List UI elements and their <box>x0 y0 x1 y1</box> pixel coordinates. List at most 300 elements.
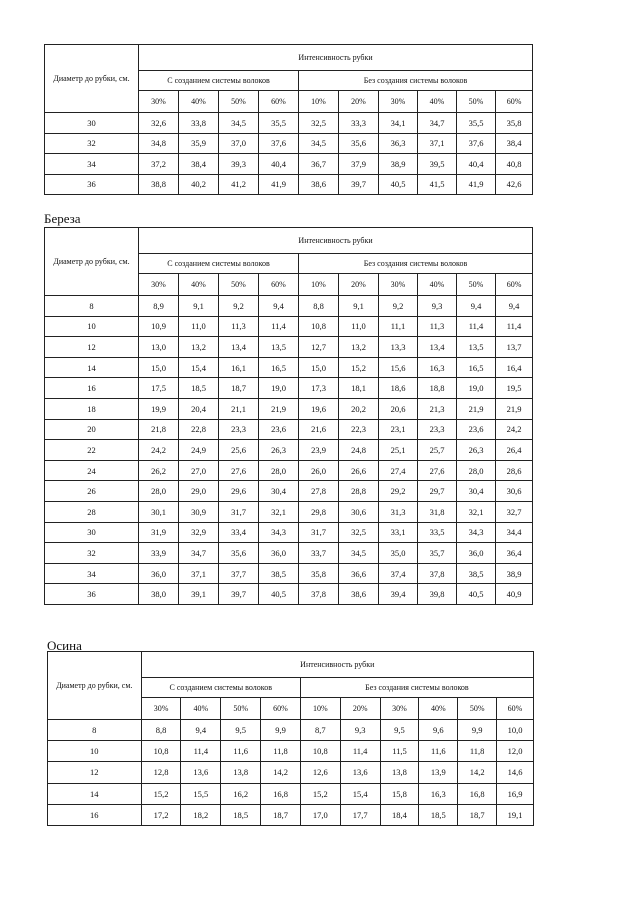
value-cell: 9,5 <box>380 720 419 741</box>
value-cell: 40,9 <box>496 584 533 605</box>
value-cell: 40,5 <box>259 584 299 605</box>
value-cell: 38,5 <box>457 563 496 584</box>
value-cell: 35,6 <box>219 543 259 564</box>
value-cell: 32,9 <box>179 522 219 543</box>
value-cell: 15,2 <box>300 783 340 804</box>
diameter-cell: 32 <box>45 543 139 564</box>
diameter-cell: 34 <box>45 154 139 175</box>
percent-cell: 30% <box>379 91 418 113</box>
value-cell: 38,9 <box>379 154 418 175</box>
value-cell: 34,5 <box>299 133 339 154</box>
value-cell: 33,8 <box>179 113 219 134</box>
value-cell: 22,8 <box>179 419 219 440</box>
value-cell: 23,3 <box>418 419 457 440</box>
percent-cell: 50% <box>457 274 496 296</box>
value-cell: 34,3 <box>457 522 496 543</box>
diameter-cell: 36 <box>45 174 139 195</box>
group-without-header: Без создания системы волоков <box>299 71 533 91</box>
value-cell: 23,1 <box>379 419 418 440</box>
value-cell: 33,1 <box>379 522 418 543</box>
value-cell: 23,6 <box>457 419 496 440</box>
value-cell: 30,4 <box>457 481 496 502</box>
value-cell: 15,8 <box>380 783 419 804</box>
value-cell: 27,4 <box>379 460 418 481</box>
value-cell: 32,5 <box>299 113 339 134</box>
percent-cell: 60% <box>259 91 299 113</box>
percent-cell: 30% <box>380 698 419 720</box>
value-cell: 13,0 <box>139 337 179 358</box>
value-cell: 9,9 <box>261 720 301 741</box>
table-row <box>48 762 534 783</box>
value-cell: 19,0 <box>259 378 299 399</box>
table-row <box>45 133 533 154</box>
value-cell: 30,6 <box>339 501 379 522</box>
value-cell: 13,2 <box>339 337 379 358</box>
value-cell: 32,7 <box>496 501 533 522</box>
value-cell: 13,4 <box>418 337 457 358</box>
value-cell: 36,0 <box>139 563 179 584</box>
value-cell: 11,4 <box>181 741 221 762</box>
intensity-header: Интенсивность рубки <box>141 652 533 678</box>
value-cell: 13,5 <box>457 337 496 358</box>
value-cell: 16,8 <box>458 783 497 804</box>
value-cell: 39,4 <box>379 584 418 605</box>
value-cell: 18,6 <box>379 378 418 399</box>
value-cell: 10,8 <box>300 741 340 762</box>
table-row <box>48 783 534 804</box>
value-cell: 26,0 <box>299 460 339 481</box>
table-row <box>45 522 533 543</box>
value-cell: 36,4 <box>496 543 533 564</box>
section-title: Береза <box>44 211 81 226</box>
value-cell: 12,0 <box>497 741 534 762</box>
value-cell: 34,5 <box>339 543 379 564</box>
table-row <box>45 316 533 337</box>
value-cell: 19,5 <box>496 378 533 399</box>
value-cell: 11,8 <box>261 741 301 762</box>
diameter-cell: 14 <box>45 357 139 378</box>
value-cell: 26,2 <box>139 460 179 481</box>
diameter-cell: 16 <box>48 804 142 825</box>
value-cell: 30,6 <box>496 481 533 502</box>
value-cell: 37,1 <box>179 563 219 584</box>
value-cell: 11,4 <box>259 316 299 337</box>
value-cell: 15,4 <box>340 783 380 804</box>
value-cell: 11,1 <box>379 316 418 337</box>
data-table <box>44 227 533 605</box>
value-cell: 12,6 <box>300 762 340 783</box>
value-cell: 37,1 <box>418 133 457 154</box>
value-cell: 33,3 <box>339 113 379 134</box>
value-cell: 24,2 <box>139 440 179 461</box>
value-cell: 37,4 <box>379 563 418 584</box>
value-cell: 34,7 <box>179 543 219 564</box>
value-cell: 38,4 <box>179 154 219 175</box>
value-cell: 18,7 <box>219 378 259 399</box>
value-cell: 13,6 <box>181 762 221 783</box>
percent-cell: 50% <box>457 91 496 113</box>
value-cell: 26,3 <box>457 440 496 461</box>
value-cell: 41,2 <box>219 174 259 195</box>
percent-cell: 10% <box>299 91 339 113</box>
value-cell: 21,9 <box>457 398 496 419</box>
value-cell: 40,4 <box>457 154 496 175</box>
value-cell: 23,3 <box>219 419 259 440</box>
value-cell: 20,6 <box>379 398 418 419</box>
value-cell: 36,0 <box>457 543 496 564</box>
value-cell: 14,6 <box>497 762 534 783</box>
value-cell: 16,4 <box>496 357 533 378</box>
value-cell: 21,8 <box>139 419 179 440</box>
diameter-cell: 26 <box>45 481 139 502</box>
value-cell: 21,1 <box>219 398 259 419</box>
value-cell: 15,0 <box>299 357 339 378</box>
value-cell: 35,9 <box>179 133 219 154</box>
value-cell: 8,8 <box>141 720 181 741</box>
value-cell: 11,5 <box>380 741 419 762</box>
value-cell: 9,4 <box>496 296 533 317</box>
table-row <box>45 419 533 440</box>
table-row <box>45 113 533 134</box>
value-cell: 9,5 <box>221 720 261 741</box>
value-cell: 19,9 <box>139 398 179 419</box>
value-cell: 33,4 <box>219 522 259 543</box>
diameter-cell: 36 <box>45 584 139 605</box>
percent-cell: 60% <box>259 274 299 296</box>
value-cell: 20,2 <box>339 398 379 419</box>
value-cell: 15,2 <box>339 357 379 378</box>
percent-cell: 40% <box>419 698 458 720</box>
value-cell: 34,7 <box>418 113 457 134</box>
percent-cell: 40% <box>181 698 221 720</box>
value-cell: 37,8 <box>418 563 457 584</box>
diameter-cell: 18 <box>45 398 139 419</box>
value-cell: 21,3 <box>418 398 457 419</box>
value-cell: 33,5 <box>418 522 457 543</box>
value-cell: 38,5 <box>259 563 299 584</box>
percent-cell: 40% <box>179 91 219 113</box>
diameter-cell: 20 <box>45 419 139 440</box>
value-cell: 8,7 <box>300 720 340 741</box>
value-cell: 17,7 <box>340 804 380 825</box>
data-table <box>47 651 534 826</box>
value-cell: 13,5 <box>259 337 299 358</box>
diameter-cell: 30 <box>45 113 139 134</box>
value-cell: 39,7 <box>339 174 379 195</box>
value-cell: 23,9 <box>299 440 339 461</box>
value-cell: 41,5 <box>418 174 457 195</box>
value-cell: 29,6 <box>219 481 259 502</box>
table-row <box>45 501 533 522</box>
value-cell: 35,6 <box>339 133 379 154</box>
value-cell: 13,9 <box>419 762 458 783</box>
value-cell: 18,2 <box>181 804 221 825</box>
table-row <box>45 563 533 584</box>
group-with-header: С созданием системы волоков <box>141 678 300 698</box>
table-row <box>45 543 533 564</box>
value-cell: 9,4 <box>181 720 221 741</box>
value-cell: 39,3 <box>219 154 259 175</box>
value-cell: 14,2 <box>458 762 497 783</box>
table-row <box>48 741 534 762</box>
value-cell: 18,7 <box>458 804 497 825</box>
intensity-header: Интенсивность рубки <box>139 45 533 71</box>
percent-cell: 30% <box>139 91 179 113</box>
value-cell: 31,7 <box>299 522 339 543</box>
value-cell: 9,1 <box>179 296 219 317</box>
diameter-cell: 14 <box>48 783 142 804</box>
value-cell: 31,8 <box>418 501 457 522</box>
percent-cell: 20% <box>340 698 380 720</box>
value-cell: 17,0 <box>300 804 340 825</box>
value-cell: 40,5 <box>379 174 418 195</box>
value-cell: 17,2 <box>141 804 181 825</box>
percent-cell: 60% <box>497 698 534 720</box>
percent-cell: 30% <box>379 274 418 296</box>
value-cell: 41,9 <box>259 174 299 195</box>
value-cell: 21,9 <box>259 398 299 419</box>
value-cell: 28,8 <box>339 481 379 502</box>
value-cell: 9,6 <box>419 720 458 741</box>
value-cell: 27,8 <box>299 481 339 502</box>
value-cell: 9,1 <box>339 296 379 317</box>
value-cell: 41,9 <box>457 174 496 195</box>
value-cell: 38,0 <box>139 584 179 605</box>
value-cell: 11,6 <box>419 741 458 762</box>
table-row <box>45 481 533 502</box>
group-without-header: Без создания системы волоков <box>299 254 533 274</box>
value-cell: 28,6 <box>496 460 533 481</box>
percent-cell: 50% <box>458 698 497 720</box>
value-cell: 18,1 <box>339 378 379 399</box>
value-cell: 11,3 <box>418 316 457 337</box>
diameter-cell: 12 <box>48 762 142 783</box>
value-cell: 29,7 <box>418 481 457 502</box>
section-title: Осина <box>47 638 82 653</box>
percent-cell: 20% <box>339 274 379 296</box>
value-cell: 26,4 <box>496 440 533 461</box>
value-cell: 37,8 <box>299 584 339 605</box>
group-without-header: Без создания системы волоков <box>300 678 533 698</box>
value-cell: 18,4 <box>380 804 419 825</box>
value-cell: 42,6 <box>496 174 533 195</box>
value-cell: 11,3 <box>219 316 259 337</box>
value-cell: 20,4 <box>179 398 219 419</box>
value-cell: 30,1 <box>139 501 179 522</box>
diameter-cell: 8 <box>45 296 139 317</box>
value-cell: 35,0 <box>379 543 418 564</box>
value-cell: 16,2 <box>221 783 261 804</box>
data-table <box>44 44 533 195</box>
value-cell: 40,8 <box>496 154 533 175</box>
value-cell: 36,7 <box>299 154 339 175</box>
value-cell: 18,5 <box>221 804 261 825</box>
diameter-header: Диаметр до рубки, см. <box>45 228 139 296</box>
diameter-cell: 12 <box>45 337 139 358</box>
value-cell: 9,2 <box>219 296 259 317</box>
value-cell: 30,4 <box>259 481 299 502</box>
value-cell: 18,5 <box>419 804 458 825</box>
value-cell: 15,4 <box>179 357 219 378</box>
header-row <box>45 228 533 254</box>
value-cell: 40,2 <box>179 174 219 195</box>
group-with-header: С созданием системы волоков <box>139 71 299 91</box>
value-cell: 9,9 <box>458 720 497 741</box>
value-cell: 34,4 <box>496 522 533 543</box>
diameter-cell: 8 <box>48 720 142 741</box>
value-cell: 39,8 <box>418 584 457 605</box>
value-cell: 32,1 <box>259 501 299 522</box>
value-cell: 37,7 <box>219 563 259 584</box>
value-cell: 13,8 <box>221 762 261 783</box>
value-cell: 23,6 <box>259 419 299 440</box>
value-cell: 27,6 <box>219 460 259 481</box>
value-cell: 13,3 <box>379 337 418 358</box>
diameter-cell: 34 <box>45 563 139 584</box>
value-cell: 34,3 <box>259 522 299 543</box>
diameter-header: Диаметр до рубки, см. <box>48 652 142 720</box>
value-cell: 39,1 <box>179 584 219 605</box>
value-cell: 26,3 <box>259 440 299 461</box>
diameter-cell: 30 <box>45 522 139 543</box>
header-row <box>48 652 534 678</box>
value-cell: 31,7 <box>219 501 259 522</box>
value-cell: 37,2 <box>139 154 179 175</box>
diameter-cell: 24 <box>45 460 139 481</box>
percent-cell: 40% <box>179 274 219 296</box>
value-cell: 31,9 <box>139 522 179 543</box>
value-cell: 28,0 <box>457 460 496 481</box>
value-cell: 37,6 <box>259 133 299 154</box>
percent-cell: 60% <box>496 274 533 296</box>
value-cell: 34,8 <box>139 133 179 154</box>
value-cell: 18,5 <box>179 378 219 399</box>
table-row <box>45 440 533 461</box>
table-row <box>45 174 533 195</box>
diameter-cell: 28 <box>45 501 139 522</box>
value-cell: 9,3 <box>340 720 380 741</box>
header-row <box>45 45 533 71</box>
value-cell: 34,5 <box>219 113 259 134</box>
value-cell: 19,6 <box>299 398 339 419</box>
value-cell: 8,9 <box>139 296 179 317</box>
table-row <box>48 804 534 825</box>
value-cell: 17,5 <box>139 378 179 399</box>
value-cell: 19,1 <box>497 804 534 825</box>
value-cell: 40,4 <box>259 154 299 175</box>
value-cell: 16,5 <box>259 357 299 378</box>
value-cell: 12,8 <box>141 762 181 783</box>
table-row <box>45 296 533 317</box>
value-cell: 33,9 <box>139 543 179 564</box>
value-cell: 35,7 <box>418 543 457 564</box>
value-cell: 37,0 <box>219 133 259 154</box>
value-cell: 13,8 <box>380 762 419 783</box>
percent-cell: 40% <box>418 274 457 296</box>
value-cell: 16,3 <box>419 783 458 804</box>
value-cell: 15,6 <box>379 357 418 378</box>
value-cell: 40,5 <box>457 584 496 605</box>
value-cell: 11,4 <box>496 316 533 337</box>
diameter-cell: 10 <box>45 316 139 337</box>
value-cell: 16,9 <box>497 783 534 804</box>
percent-cell: 60% <box>496 91 533 113</box>
table-row <box>48 720 534 741</box>
value-cell: 37,9 <box>339 154 379 175</box>
value-cell: 27,0 <box>179 460 219 481</box>
diameter-cell: 10 <box>48 741 142 762</box>
value-cell: 9,3 <box>418 296 457 317</box>
percent-cell: 30% <box>139 274 179 296</box>
value-cell: 32,5 <box>339 522 379 543</box>
percent-cell: 60% <box>261 698 301 720</box>
value-cell: 36,6 <box>339 563 379 584</box>
value-cell: 33,7 <box>299 543 339 564</box>
value-cell: 24,8 <box>339 440 379 461</box>
value-cell: 35,8 <box>496 113 533 134</box>
table-row <box>45 154 533 175</box>
diameter-header: Диаметр до рубки, см. <box>45 45 139 113</box>
value-cell: 13,7 <box>496 337 533 358</box>
table-row <box>45 337 533 358</box>
value-cell: 36,0 <box>259 543 299 564</box>
value-cell: 11,6 <box>221 741 261 762</box>
value-cell: 29,0 <box>179 481 219 502</box>
value-cell: 36,3 <box>379 133 418 154</box>
value-cell: 19,0 <box>457 378 496 399</box>
value-cell: 18,8 <box>418 378 457 399</box>
value-cell: 24,9 <box>179 440 219 461</box>
value-cell: 13,6 <box>340 762 380 783</box>
value-cell: 21,9 <box>496 398 533 419</box>
value-cell: 8,8 <box>299 296 339 317</box>
value-cell: 10,8 <box>141 741 181 762</box>
value-cell: 38,6 <box>339 584 379 605</box>
value-cell: 21,6 <box>299 419 339 440</box>
percent-cell: 20% <box>339 91 379 113</box>
percent-cell: 10% <box>299 274 339 296</box>
value-cell: 25,6 <box>219 440 259 461</box>
value-cell: 34,1 <box>379 113 418 134</box>
value-cell: 32,1 <box>457 501 496 522</box>
value-cell: 38,4 <box>496 133 533 154</box>
percent-cell: 50% <box>221 698 261 720</box>
value-cell: 25,1 <box>379 440 418 461</box>
value-cell: 11,8 <box>458 741 497 762</box>
value-cell: 37,6 <box>457 133 496 154</box>
value-cell: 38,9 <box>496 563 533 584</box>
intensity-header: Интенсивность рубки <box>139 228 533 254</box>
value-cell: 29,8 <box>299 501 339 522</box>
value-cell: 10,9 <box>139 316 179 337</box>
table-row <box>45 378 533 399</box>
value-cell: 26,6 <box>339 460 379 481</box>
value-cell: 31,3 <box>379 501 418 522</box>
value-cell: 28,0 <box>259 460 299 481</box>
value-cell: 28,0 <box>139 481 179 502</box>
value-cell: 30,9 <box>179 501 219 522</box>
value-cell: 17,3 <box>299 378 339 399</box>
diameter-cell: 32 <box>45 133 139 154</box>
value-cell: 15,0 <box>139 357 179 378</box>
value-cell: 35,5 <box>259 113 299 134</box>
value-cell: 14,2 <box>261 762 301 783</box>
value-cell: 9,4 <box>457 296 496 317</box>
table-row <box>45 460 533 481</box>
value-cell: 10,8 <box>299 316 339 337</box>
value-cell: 9,4 <box>259 296 299 317</box>
value-cell: 32,6 <box>139 113 179 134</box>
